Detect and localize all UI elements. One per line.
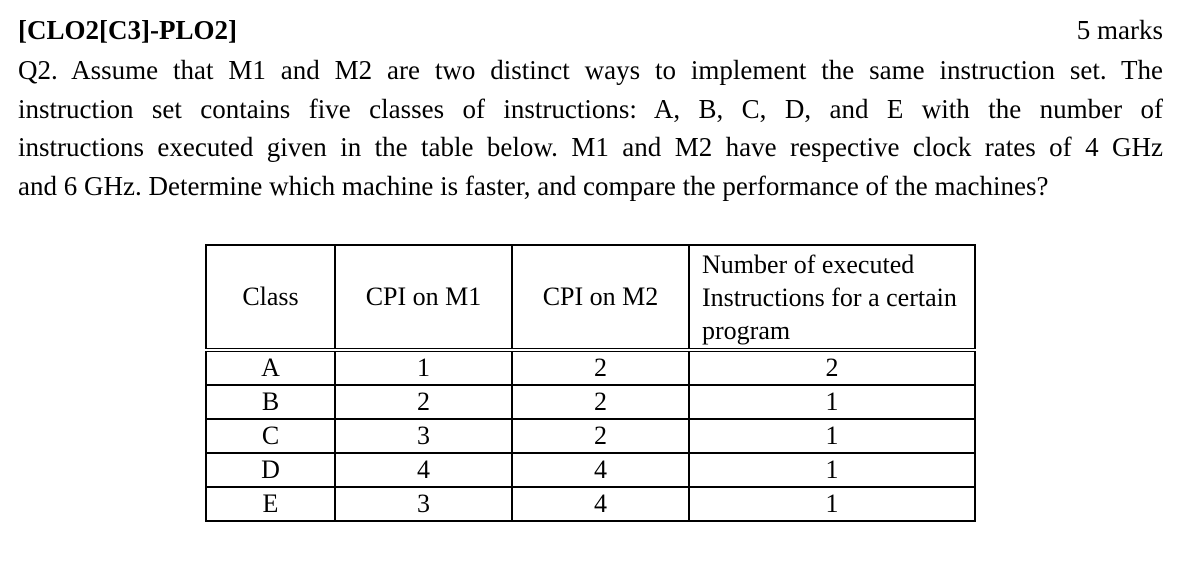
- header-instruction-count: Number of executed Instructions for a certain program: [689, 245, 975, 350]
- cell-class: B: [206, 385, 335, 419]
- cell-instruction-count: 1: [689, 385, 975, 419]
- question-line: Q2. Assume that M1 and M2 are two distinct ways to implement the same instruction set. The: [18, 55, 1163, 85]
- cell-class: C: [206, 419, 335, 453]
- instruction-table: [205, 244, 976, 522]
- cell-instruction-count: 1: [689, 487, 975, 521]
- cell-instruction-count: 2: [689, 350, 975, 385]
- cell-cpi-m1: 4: [335, 453, 512, 487]
- cell-cpi-m1: 1: [335, 350, 512, 385]
- question-line: instruction set contains five classes of instructions: A, B, C, D, and E with the number of: [18, 93, 1163, 124]
- question-text: [18, 51, 1163, 205]
- table-row: [206, 487, 975, 521]
- cell-cpi-m1: 2: [335, 385, 512, 419]
- cell-cpi-m2: 2: [512, 385, 689, 419]
- cell-cpi-m1: 3: [335, 487, 512, 521]
- cell-cpi-m2: 2: [512, 350, 689, 385]
- question-marks: 5 marks: [1076, 15, 1163, 45]
- question-line: and 6 GHz. Determine which machine is faster, and compare the performance of the machines?: [18, 170, 1049, 201]
- table-row: [206, 385, 975, 419]
- table-row: [206, 350, 975, 385]
- header-cpi-m2: CPI on M2: [512, 245, 689, 350]
- cell-instruction-count: 1: [689, 419, 975, 453]
- cell-instruction-count: 1: [689, 453, 975, 487]
- header-cpi-m1: CPI on M1: [335, 245, 512, 350]
- cell-cpi-m2: 2: [512, 419, 689, 453]
- question-header: [18, 12, 1163, 48]
- header-class: Class: [206, 245, 335, 350]
- question-line: instructions executed given in the table below. M1 and M2 have respective clock rates of 4 GHz: [18, 132, 1163, 162]
- cell-class: E: [206, 487, 335, 521]
- cell-class: A: [206, 350, 335, 385]
- cell-class: D: [206, 453, 335, 487]
- table-row: [206, 419, 975, 453]
- table-row: [206, 453, 975, 487]
- cell-cpi-m2: 4: [512, 487, 689, 521]
- cell-cpi-m2: 4: [512, 453, 689, 487]
- table-header-row: [206, 245, 975, 350]
- cell-cpi-m1: 3: [335, 419, 512, 453]
- question-code: [CLO2[C3]-PLO2]: [18, 15, 237, 45]
